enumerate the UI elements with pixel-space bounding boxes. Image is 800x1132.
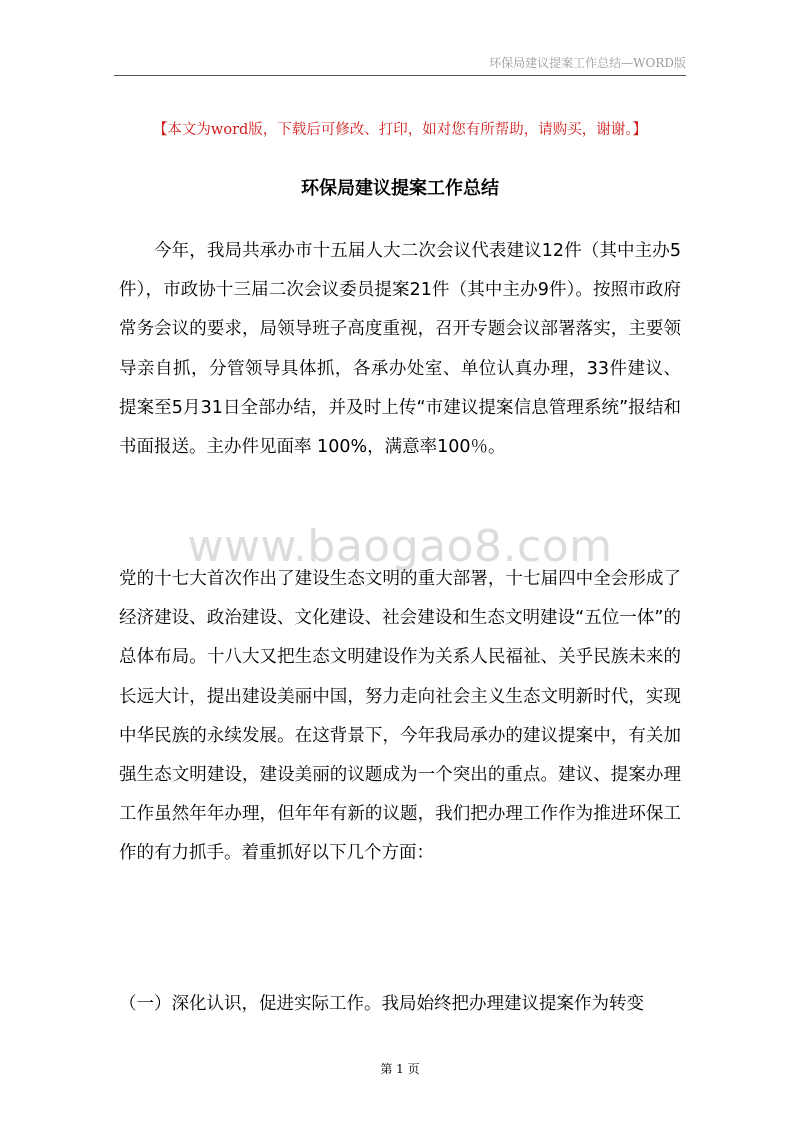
page-number: 第 1 页 (380, 1062, 420, 1076)
watermark: www.baogao8.com (187, 521, 613, 572)
header-divider (114, 75, 686, 76)
document-title: 环保局建议提案工作总结 (301, 178, 499, 199)
running-header: 环保局建议提案工作总结—WORD版 (489, 56, 686, 70)
body-paragraph-3: （一）深化认识，促进实际工作。我局始终把办理建议提案作为转变 (119, 994, 644, 1014)
body-paragraph-2: 党的十七大首次作出了建设生态文明的重大部署，十七届四中全会形成了经济建设、政治建设、文化建设、社会建设和生态文明建设“五位一体”的总体布局。十八大又把生态文明建设作为关系人民福祉、关乎民族未来的长远大计，提出建设美丽中国，努力走向社会主义生态文明新时代，实现中华民族的永续发展。在这背景下，今年我局承办的建议提案中，有关加强生态文明建设，建设美丽的议题成为一个突出的重点。建议、提案办理工作虽然年年办理，但年年有新的议题，我们把办理工作作为推进环保工作的有力抓手。着重抓好以下几个方面： (119, 569, 681, 864)
body-paragraph-1: 今年，我局共承办市十五届人大二次会议代表建议12件（其中主办5件），市政协十三届二次会议委员提案21件（其中主办9件）。按照市政府常务会议的要求，局领导班子高度重视，召开专题会议部署落实，主要领导亲自抓，分管领导具体抓，各承办处室、单位认真办理，33件建议、提案至5月31日全部办结，并及时上传“市建议提案信息管理系统”报结和书面报送。主办件见面率 100%，满意率100％。 (119, 241, 681, 458)
purchase-notice: 【本文为word版，下载后可修改、打印，如对您有所帮助，请购买，谢谢。】 (152, 122, 648, 138)
